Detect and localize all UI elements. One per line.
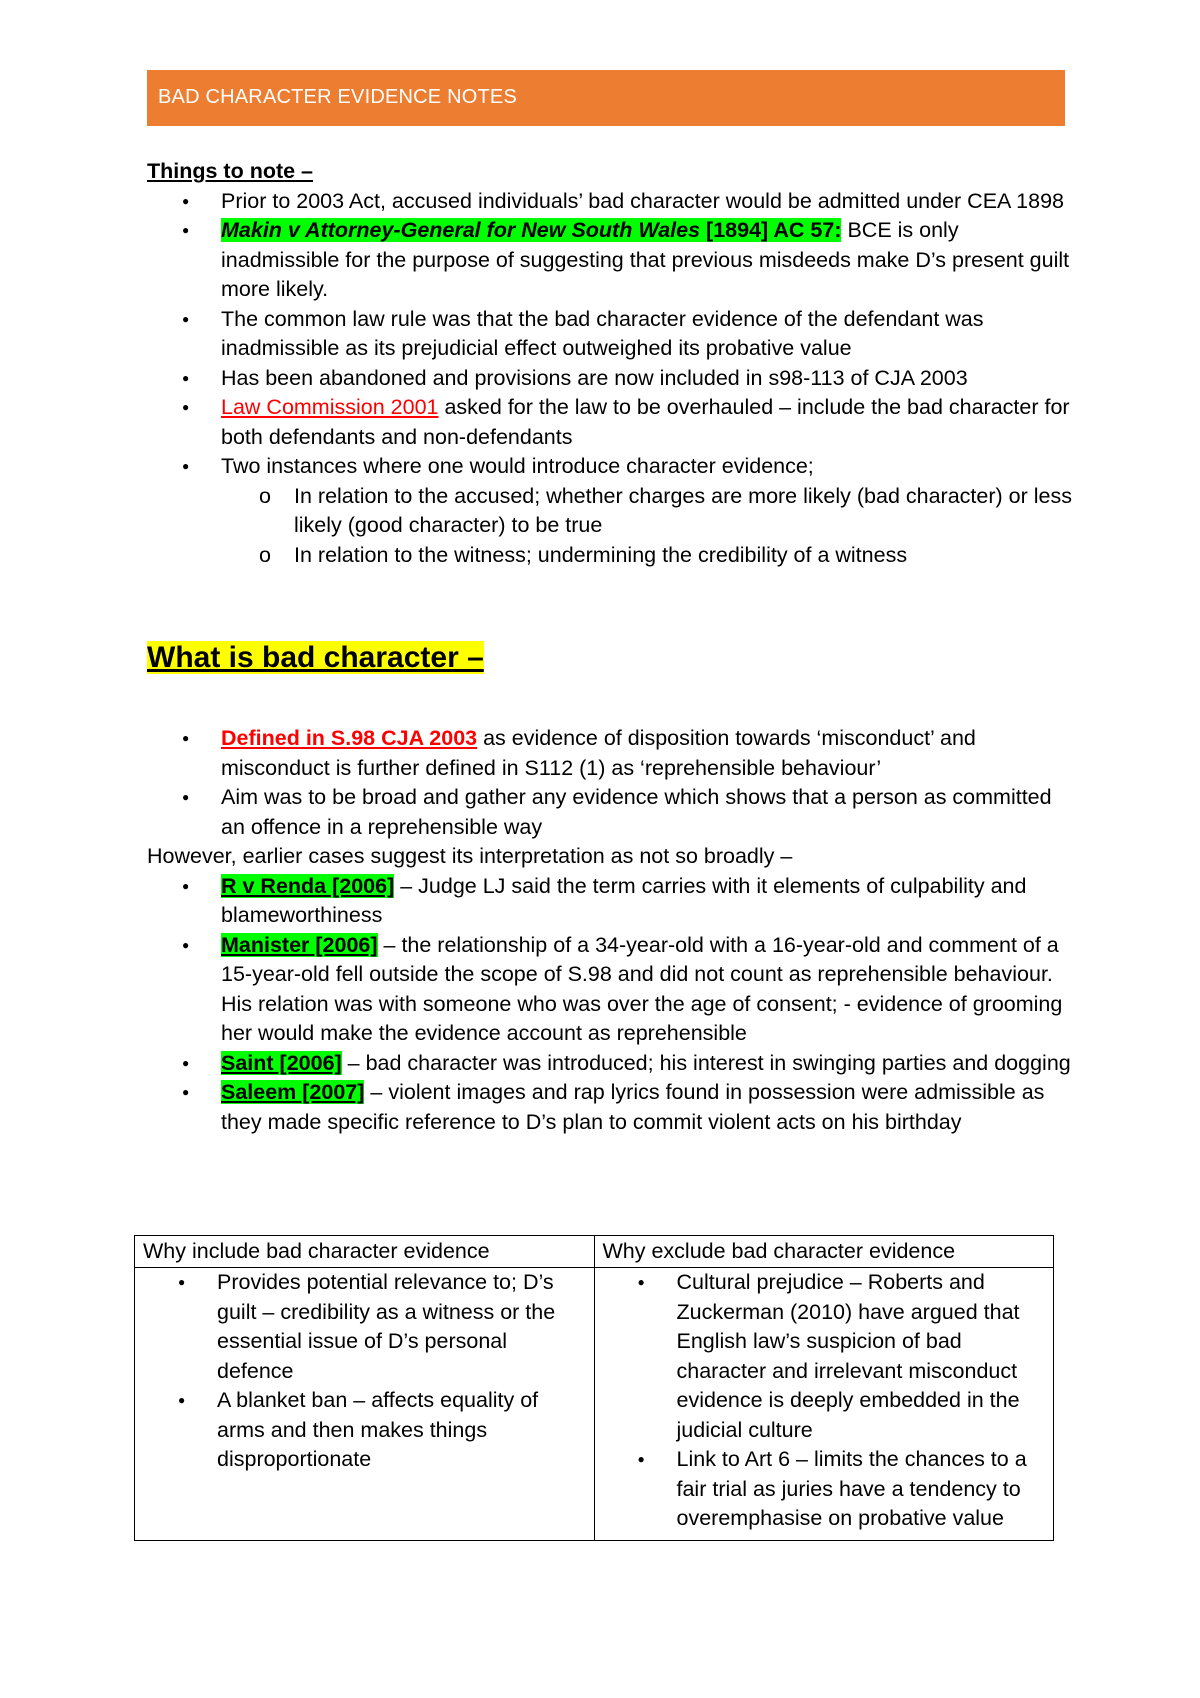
table-row	[135, 1268, 1054, 1541]
column-header-exclude: Why exclude bad character evidence	[602, 1239, 956, 1263]
case-name: Makin v Attorney-General for New South Wales	[221, 218, 701, 242]
exclude-list	[595, 1268, 1046, 1534]
column-header-include: Why include bad character evidence	[143, 1239, 490, 1263]
case-name: Manister [2006]	[221, 932, 378, 957]
table-cell	[594, 1268, 1054, 1541]
case-name: Saint [2006]	[221, 1050, 342, 1075]
include-exclude-table	[134, 1235, 1054, 1541]
list-item: ● Saint [2006] – bad character was introduced; his interest in swinging parties and dogging	[147, 1049, 1077, 1079]
law-commission-reference: Law Commission 2001	[221, 395, 439, 419]
sub-list-item: o In relation to the witness; undermining the credibility of a witness	[147, 541, 1077, 571]
list-item: ● Provides potential relevance to; D’s guilt – credibility as a witness or the essential issue of D’s personal defence	[135, 1268, 586, 1386]
what-is-bad-character-section	[147, 638, 1077, 678]
title-banner	[147, 70, 1065, 126]
list-item: ● Makin v Attorney-General for New South Wales [1894] AC 57: BCE is only inadmissible for the purpose of suggesting that previous misdeeds make D’s present guilt more likely.	[147, 216, 1077, 305]
definition-list	[147, 724, 1077, 842]
things-to-note-section	[147, 157, 1077, 570]
definition-section	[147, 724, 1077, 1137]
things-to-note-heading: Things to note –	[147, 159, 314, 183]
sub-list	[147, 482, 1077, 571]
include-list	[135, 1268, 586, 1475]
list-item: ● R v Renda [2006] – Judge LJ said the term carries with it elements of culpability and blameworthiness	[147, 872, 1077, 931]
list-item: ● Prior to 2003 Act, accused individuals’ bad character would be admitted under CEA 1898	[147, 187, 1077, 217]
however-text: However, earlier cases suggest its interpretation as not so broadly –	[147, 844, 793, 868]
case-citation: [1894] AC 57:	[700, 218, 842, 242]
notes-list	[147, 187, 1077, 571]
case-name: Saleem [2007]	[221, 1080, 365, 1104]
list-item: ● Manister [2006] – the relationship of a 34-year-old with a 16-year-old and comment of a 15-year-old fell outside the scope of S.98 and did not count as reprehensible behaviour. His relation was with someone who was over the age of consent; - evidence of grooming her would make the evidence account as reprehensible	[147, 931, 1077, 1049]
list-item: ● Has been abandoned and provisions are now included in s98-113 of CJA 2003	[147, 364, 1077, 394]
cases-list	[147, 872, 1077, 1138]
table-cell	[135, 1268, 595, 1541]
list-item: ● A blanket ban – affects equality of arms and then makes things disproportionate	[135, 1386, 586, 1475]
list-item: ● Law Commission 2001 asked for the law to be overhauled – include the bad character for both defendants and non-defendants	[147, 393, 1077, 452]
list-item: ● Cultural prejudice – Roberts and Zuckerman (2010) have argued that English law’s suspicion of bad character and irrelevant misconduct evidence is deeply embedded in the judicial culture	[595, 1268, 1046, 1445]
list-item: ● Aim was to be broad and gather any evidence which shows that a person as committed an offence in a reprehensible way	[147, 783, 1077, 842]
table-cell	[135, 1236, 595, 1268]
list-item: ● The common law rule was that the bad character evidence of the defendant was inadmissible as its prejudicial effect outweighed its probative value	[147, 305, 1077, 364]
statute-reference: Defined in S.98 CJA 2003	[221, 726, 478, 750]
case-name: R v Renda [2006]	[221, 873, 395, 898]
list-item: ● Link to Art 6 – limits the chances to a fair trial as juries have a tendency to overemphasise on probative value	[595, 1445, 1046, 1534]
table-cell	[594, 1236, 1054, 1268]
sub-list-item: o In relation to the accused; whether charges are more likely (bad character) or less likely (good character) to be true	[147, 482, 1077, 541]
list-item: ● Defined in S.98 CJA 2003 as evidence of disposition towards ‘misconduct’ and misconduct is further defined in S112 (1) as ‘reprehensible behaviour’	[147, 724, 1077, 783]
list-item: ● Two instances where one would introduce character evidence; o In relation to the accused; whether charges are more likely (bad character) or less likely (good character) to be true o In relation to the witness; undermining the credibility of a witness	[147, 452, 1077, 570]
section-heading: What is bad character –	[147, 641, 484, 674]
table-row	[135, 1236, 1054, 1268]
list-item: ● Saleem [2007] – violent images and rap lyrics found in possession were admissible as they made specific reference to D’s plan to commit violent acts on his birthday	[147, 1078, 1077, 1137]
document-title: BAD CHARACTER EVIDENCE NOTES	[158, 86, 517, 109]
